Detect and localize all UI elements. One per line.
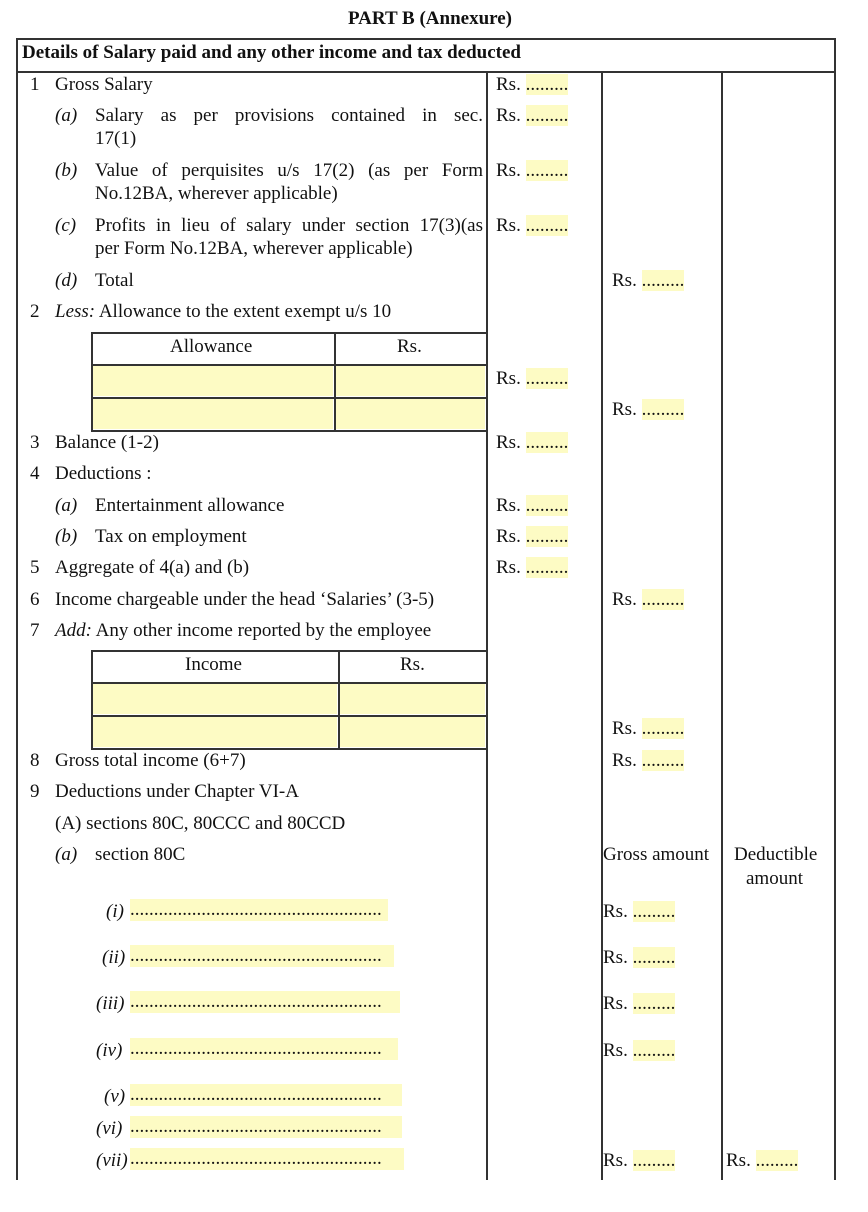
amount-field[interactable]: ......... [525,557,569,578]
allowance-table-top [91,332,486,334]
item-4a-amount[interactable] [496,495,568,517]
item-5-number: 5 [30,557,40,578]
item-7-amount[interactable] [612,718,684,740]
allowance-rs-cell-2[interactable] [336,399,485,429]
income-rs-cell-2[interactable] [340,717,485,747]
item-9-number: 9 [30,781,40,802]
rs-label: Rs. [496,526,521,547]
sub-item-i-amount[interactable] [603,901,675,923]
item-2-prefix: Less: [55,301,96,322]
sub-item-vi-field[interactable]: ..................................................... [130,1116,402,1138]
allowance-table-sep [334,332,336,431]
item-4b-amount[interactable] [496,526,568,548]
sub-item-iii-field[interactable]: ..................................................... [130,991,400,1013]
income-table-top [91,650,486,652]
item-7-number: 7 [30,620,40,641]
item-3-number: 3 [30,432,40,453]
amount-field[interactable]: ......... [632,1040,676,1061]
section-header: Details of Salary paid and any other income and tax deducted [22,42,521,63]
allowance-rs-col-header: Rs. [397,336,422,357]
sub-item-iii-amount[interactable] [603,993,675,1015]
amount-field[interactable]: ......... [525,526,569,547]
rs-label: Rs. [603,1040,628,1061]
income-cell-1[interactable] [93,684,337,714]
col-divider-1 [486,71,488,1180]
sub-item-v-mark: (v) [104,1086,126,1107]
item-2-text: Allowance to the extent exempt u/s 10 [98,301,392,322]
item-3-amount[interactable] [496,432,568,454]
income-rs-col-header: Rs. [400,654,425,675]
item-9a-mark: (a) [55,844,78,865]
rs-label: Rs. [496,432,521,453]
sub-item-ii-field[interactable]: ..................................................... [130,945,394,967]
item-1d-amount[interactable] [612,270,684,292]
item-1-number: 1 [30,74,40,95]
item-6-amount[interactable] [612,589,684,611]
frame-left [16,38,18,1180]
rs-label: Rs. [496,215,521,236]
rs-label: Rs. [496,160,521,181]
item-5-label: Aggregate of 4(a) and (b) [55,557,250,578]
item-9A-label: (A) sections 80C, 80CCC and 80CCD [55,813,346,834]
allowance-cell-2[interactable] [93,399,333,429]
item-1d-mark: (d) [55,270,78,291]
page-title: PART B (Annexure) [347,8,512,29]
sub-item-v-field[interactable]: ..................................................... [130,1084,402,1106]
amount-field[interactable]: ......... [641,750,685,771]
item-7-text: Any other income reported by the employee [95,620,432,641]
amount-field[interactable]: ......... [755,1150,799,1171]
income-table-sep [338,650,340,749]
item-1b-amount[interactable] [496,160,568,182]
item-2-amount[interactable] [496,368,568,390]
item-4b-label: Tax on employment [95,526,247,547]
rs-label: Rs. [603,901,628,922]
deductible-header-line1: Deductible [734,844,818,865]
item-1-label: Gross Salary [55,74,153,95]
item-2-label [55,301,391,323]
sub-item-iv-mark: (iv) [96,1040,123,1061]
rs-label: Rs. [612,589,637,610]
item-7-prefix: Add: [55,620,92,641]
amount-field[interactable]: ......... [525,105,569,126]
rs-label: Rs. [612,270,637,291]
item-1b-line2: No.12BA, wherever applicable) [95,183,338,204]
item-3-label: Balance (1-2) [55,432,159,453]
rs-label: Rs. [612,750,637,771]
item-1d-label: Total [95,270,134,291]
sub-item-iv-amount[interactable] [603,1040,675,1062]
allowance-cell-1[interactable] [93,366,333,396]
amount-field[interactable]: ......... [641,270,685,291]
item-8-number: 8 [30,750,40,771]
amount-field[interactable]: ......... [525,432,569,453]
rs-label: Rs. [496,105,521,126]
item-1b-mark: (b) [55,160,78,181]
rs-label: Rs. [603,947,628,968]
item-2-total-amount[interactable] [612,399,684,421]
item-1a-line2: 17(1) [95,128,137,149]
frame-top [16,38,835,40]
item-4b-mark: (b) [55,526,78,547]
item-4a-label: Entertainment allowance [95,495,285,516]
item-9a-label: section 80C [95,844,186,865]
rs-label: Rs. [496,368,521,389]
rs-label: Rs. [603,1150,628,1171]
item-8-label: Gross total income (6+7) [55,750,246,771]
amount-field[interactable]: ......... [632,947,676,968]
allowance-col-header: Allowance [170,336,253,357]
item-1c-line1: Profits in lieu of salary under section 17(3)(as [95,215,483,236]
item-1c-amount[interactable] [496,215,568,237]
sub-item-vii-mark: (vii) [96,1150,128,1171]
header-bottom-line [16,71,835,73]
item-4-label: Deductions : [55,463,152,484]
item-5-amount[interactable] [496,557,568,579]
rs-label: Rs. [496,495,521,516]
amount-field[interactable]: ......... [632,993,676,1014]
income-rs-cell-1[interactable] [340,684,485,714]
amount-field[interactable]: ......... [525,368,569,389]
sub-item-ii-amount[interactable] [603,947,675,969]
sub-item-i-field[interactable]: ..................................................... [130,899,388,921]
item-7-label [55,620,431,642]
rs-label: Rs. [496,557,521,578]
item-1c-mark: (c) [55,215,77,236]
amount-field[interactable]: ......... [641,589,685,610]
frame-right [834,38,836,1180]
item-1a-line1: Salary as per provisions contained in sec. [95,105,483,126]
deductible-header-line2: amount [746,868,803,889]
amount-field[interactable]: ......... [525,74,569,95]
item-1c-line2: per Form No.12BA, wherever applicable) [95,238,413,259]
item-8-amount[interactable] [612,750,684,772]
amount-field[interactable]: ......... [525,215,569,236]
amount-field[interactable]: ......... [641,399,685,420]
sub-item-vii-field[interactable]: ..................................................... [130,1148,404,1170]
amount-field[interactable]: ......... [632,1150,676,1171]
sub-item-vii-gross-amount[interactable] [603,1150,675,1172]
allowance-rs-cell-1[interactable] [336,366,485,396]
rs-label: Rs. [726,1150,751,1171]
rs-label: Rs. [612,399,637,420]
sub-item-i-mark: (i) [106,901,124,922]
item-6-number: 6 [30,589,40,610]
sub-item-ii-mark: (ii) [102,947,126,968]
rs-label: Rs. [612,718,637,739]
item-4a-mark: (a) [55,495,78,516]
item-1-amount[interactable] [496,74,568,96]
income-table-left [91,650,93,749]
sub-item-vii-deductible-amount[interactable] [726,1150,798,1172]
income-col-header: Income [185,654,242,675]
item-2-number: 2 [30,301,40,322]
item-1b-line1: Value of perquisites u/s 17(2) (as per Form [95,160,483,181]
income-cell-2[interactable] [93,717,337,747]
gross-amount-header: Gross amount [603,844,710,865]
amount-field[interactable]: ......... [632,901,676,922]
sub-item-iv-field[interactable]: ..................................................... [130,1038,398,1060]
sub-item-iii-mark: (iii) [96,993,125,1014]
amount-field[interactable]: ......... [525,495,569,516]
col-divider-3 [721,71,723,1180]
item-1a-mark: (a) [55,105,78,126]
item-9-label: Deductions under Chapter VI-A [55,781,299,802]
item-4-number: 4 [30,463,40,484]
rs-label: Rs. [603,993,628,1014]
rs-label: Rs. [496,74,521,95]
amount-field[interactable]: ......... [641,718,685,739]
amount-field[interactable]: ......... [525,160,569,181]
item-1a-amount[interactable] [496,105,568,127]
sub-item-vi-mark: (vi) [96,1118,123,1139]
allowance-table-left [91,332,93,431]
item-6-label: Income chargeable under the head ‘Salaries’ (3-5) [55,589,435,610]
